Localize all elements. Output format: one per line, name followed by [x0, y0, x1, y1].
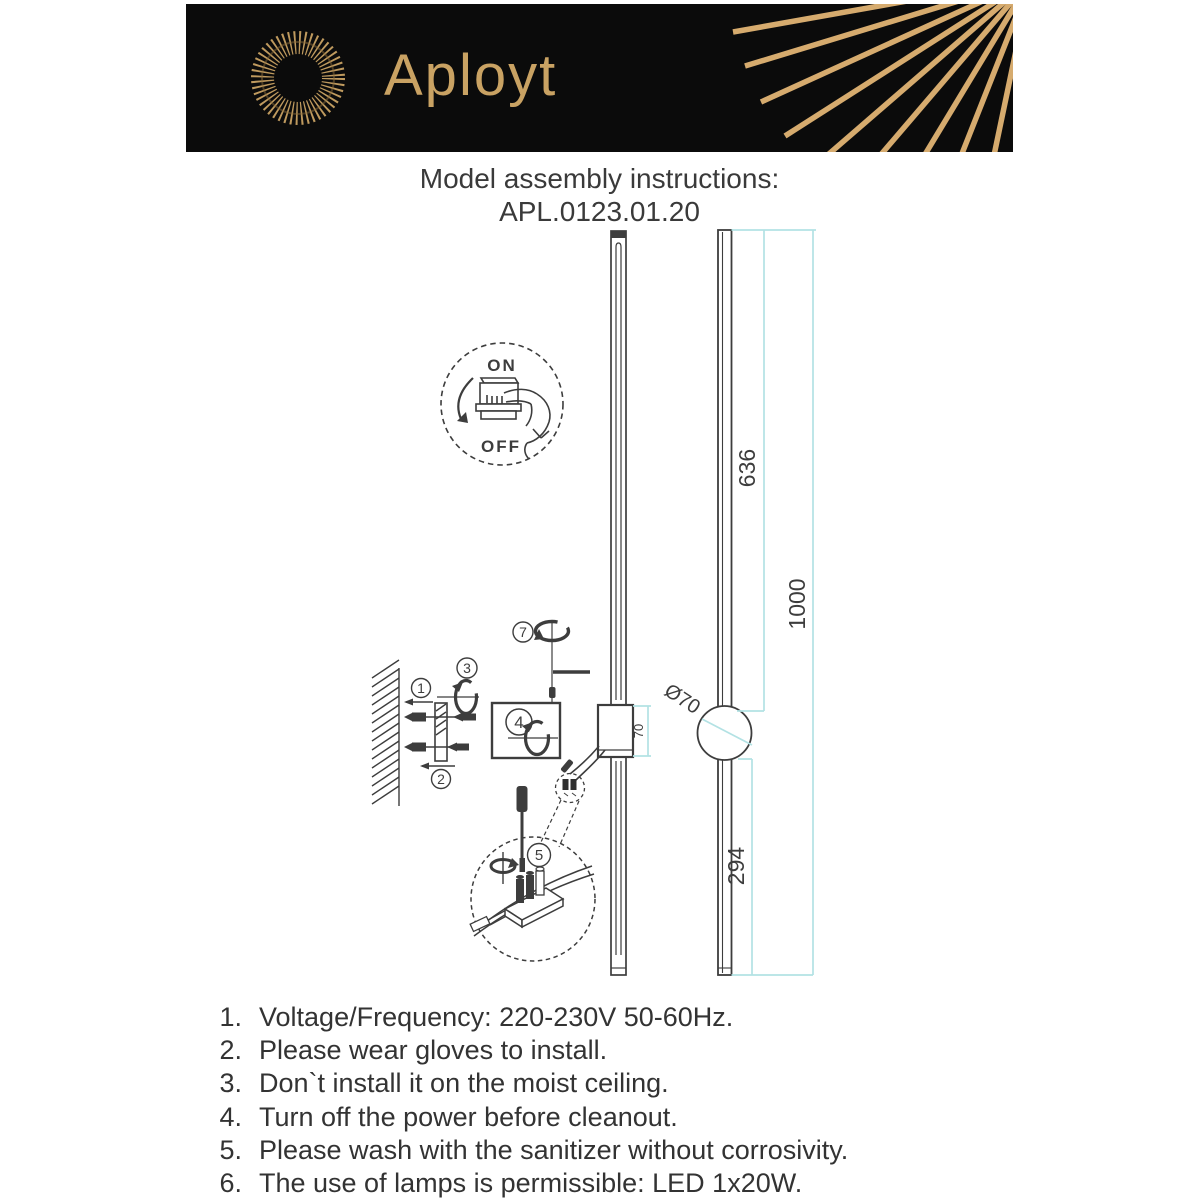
list-item-number: 2.: [219, 1035, 242, 1066]
svg-text:2: 2: [437, 771, 445, 787]
page-title: Model assembly instructions:: [419, 163, 780, 194]
dim-636: 636: [734, 448, 760, 488]
screwdriver-icon: [517, 786, 528, 872]
list-item: [192, 1067, 1022, 1100]
wiring-detail: [470, 837, 595, 961]
list-item-number: 3.: [219, 1068, 242, 1099]
svg-text:7: 7: [519, 624, 527, 640]
list-item-text: Please wash with the sanitizer without corrosivity.: [259, 1134, 849, 1165]
ball-joint: [698, 706, 752, 760]
list-item: [192, 1167, 1022, 1200]
dim-ball-diameter: Ø70: [660, 679, 704, 719]
flip-arrow-icon: [457, 378, 473, 423]
switch-on-label: ON: [487, 356, 517, 375]
lamp-side-view: [598, 231, 633, 975]
list-item-text: Voltage/Frequency: 220-230V 50-60Hz.: [259, 1002, 734, 1032]
list-item-number: 6.: [219, 1168, 242, 1199]
list-item: [192, 1001, 1022, 1034]
switch-off-label: OFF: [481, 437, 521, 456]
list-item-number: 1.: [219, 1002, 242, 1032]
callout-4: 4: [514, 713, 524, 732]
svg-text:1: 1: [417, 680, 425, 696]
list-item-number: 5.: [219, 1134, 242, 1165]
turn-screw-icon: [491, 852, 519, 884]
dim-1000: 1000: [784, 578, 810, 630]
wall-hatch: [372, 660, 399, 804]
brand-name: Aployt: [384, 43, 558, 108]
svg-text:3: 3: [463, 660, 471, 676]
callout-5: 5: [534, 847, 544, 864]
list-item-number: 4.: [219, 1101, 242, 1132]
list-item: [192, 1101, 1022, 1134]
instructions-list: [192, 1001, 1022, 1200]
list-item: [192, 1034, 1022, 1067]
connector-detail-circle: [556, 774, 585, 803]
callout-7: [513, 620, 590, 704]
rocker-switch-icon: [476, 378, 521, 419]
list-item-text: Please wear gloves to install.: [259, 1035, 608, 1066]
list-item-text: The use of lamps is permissible: LED 1x20W.: [259, 1168, 803, 1199]
switch-detail: [441, 343, 563, 465]
callout-2: [420, 763, 455, 789]
mount-block: [598, 705, 633, 757]
dim-294: 294: [723, 846, 749, 886]
list-item-text: Don`t install it on the moist ceiling.: [259, 1068, 669, 1099]
wire-assembly: [541, 746, 605, 847]
bracket-box: [492, 703, 560, 758]
model-number: APL.0123.01.20: [499, 196, 700, 227]
list-item: [192, 1134, 1022, 1167]
list-item-text: Turn off the power before cleanout.: [259, 1101, 678, 1132]
dim-70: 70: [631, 723, 646, 739]
callout-1: [404, 679, 433, 706]
